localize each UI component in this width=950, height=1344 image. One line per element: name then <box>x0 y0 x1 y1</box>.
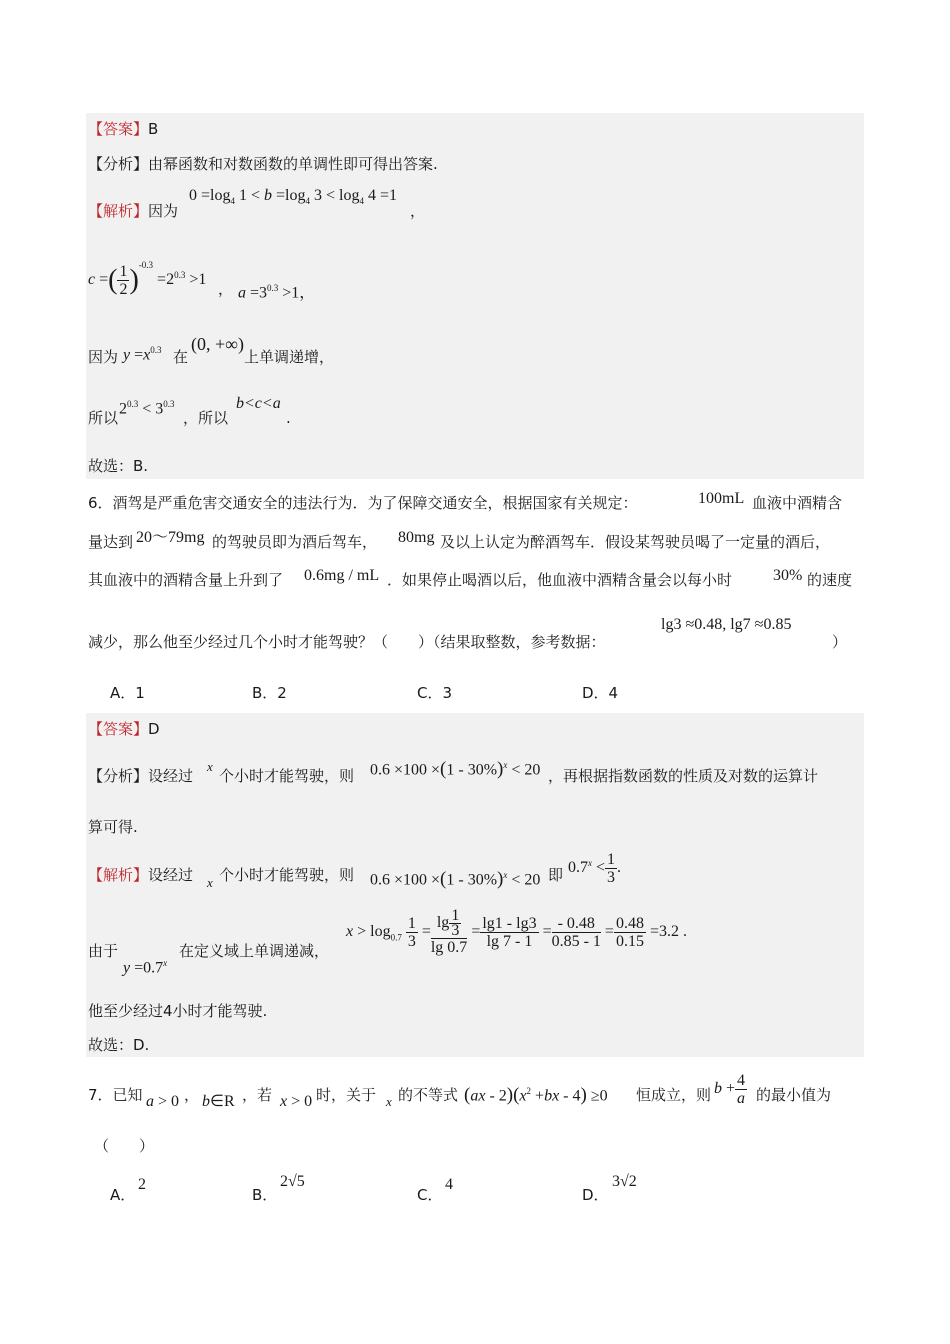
solution-tag: 【解析】 <box>88 866 149 884</box>
q6-option-d[interactable]: D．4 <box>582 684 619 702</box>
q6-stem-l2b: 20～79mg <box>136 529 205 546</box>
q5-sol-line3-post: 上单调递增， <box>244 348 335 366</box>
q6-stem-l3b: 0.6mg / mL <box>304 567 380 584</box>
q7-option-b-value: 2√5 <box>280 1173 305 1190</box>
q7-option-a-value: 2 <box>138 1176 146 1193</box>
q6-sol2-b: 在定义域上单调递减， <box>179 942 330 960</box>
q6-stem-l2c: 的驾驶员即为酒后驾车， <box>212 533 378 551</box>
q5-analysis: 由幂函数和对数函数的单调性即可得出答案. <box>148 155 438 173</box>
q6-option-a[interactable]: A．1 <box>110 684 145 702</box>
q5-solution-line1 <box>88 201 178 221</box>
q6-answer-line <box>88 719 160 739</box>
q7-l1g: 时，关于 <box>316 1086 377 1104</box>
q5-formula-b: $0 =\log_4$ $1 < b =\log_4$ $3 < \log_4 4 =1$ <box>189 187 397 207</box>
q5-sol-comma: ， <box>410 202 426 220</box>
q6-stem-l3a: 其血液中的酒精含量上升到了 <box>88 571 284 589</box>
q6-sol-a: 设经过 <box>148 866 194 884</box>
q5-analysis-line <box>88 154 438 174</box>
analysis-tag: 【分析】 <box>88 155 149 173</box>
q6-sol2-a: 由于 <box>88 942 119 960</box>
q7-option-d-label: D． <box>582 1186 609 1204</box>
q6-analysis-a: 设经过 <box>148 767 194 785</box>
q5-sol-line3 <box>88 347 118 367</box>
q6-sol-c: 即 <box>548 866 564 884</box>
q7-l1a: 7．已知 <box>88 1086 143 1104</box>
q7-l1e: ，若 <box>242 1086 273 1104</box>
q6-stem-line1 <box>88 493 638 513</box>
q6-analysis-c: ，再根据指数函数的性质及对数的运算计 <box>548 767 819 785</box>
q7-l1j: $(ax - 2)(x^2 +bx - 4) \ge 0$ <box>464 1084 608 1106</box>
q6-sol-formula2: $0.7^x$ < $\frac{1}{3}$ . <box>568 851 622 886</box>
q6-sol-x: x <box>207 875 213 890</box>
q6-sol2-fn: $y =0.7^x$ <box>123 958 168 977</box>
q7-l1i: 的不等式 <box>398 1086 459 1104</box>
q6-answer: D <box>148 720 160 738</box>
q6-analysis-x: x <box>207 759 213 774</box>
q5-sol-line3-pre: 因为 <box>88 348 119 366</box>
q6-stem-l1a: 6．酒驾是严重危害交通安全的违法行为．为了保障交通安全，根据国家有关规定： <box>88 494 638 512</box>
q5-power-fn: $y =x^{0.3}$ <box>123 345 162 364</box>
answer-tag: 【答案】 <box>88 120 149 138</box>
q6-stem-l2d: 80mg <box>398 529 435 546</box>
q7-l1l: b + $\frac{4}{a}$ <box>714 1072 746 1107</box>
q6-stem-l2e: 及以上认定为醉酒驾车．假设某驾驶员喝了一定量的酒后， <box>440 533 831 551</box>
q7-option-b[interactable] <box>252 1184 277 1205</box>
answer-tag: 【答案】 <box>88 720 149 738</box>
q5-answer-line <box>88 119 158 139</box>
q7-option-c-value: 4 <box>445 1176 453 1193</box>
q6-solution-box <box>86 713 864 1057</box>
q6-stem-l1c: 血液中酒精含 <box>752 494 843 512</box>
q7-option-a-label: A． <box>110 1186 136 1204</box>
q7-l1d: b∈R <box>202 1093 235 1110</box>
q7-l2: （ ） <box>94 1137 155 1155</box>
q5-dot: . <box>286 409 291 427</box>
q5-result: b<c<a <box>236 395 281 412</box>
q5-sep: ， <box>218 280 234 298</box>
q6-stem-l1b: 100mL <box>698 490 745 507</box>
q6-sol-line1 <box>88 865 193 885</box>
q6-option-b[interactable]: B．2 <box>252 684 287 702</box>
q7-option-c-label: C． <box>417 1186 443 1204</box>
q7-l1h: x <box>386 1094 392 1109</box>
q5-ineq: $2^{0.3} < 3^{0.3}$ <box>119 399 175 418</box>
q6-stem-l4c: ） <box>832 633 848 651</box>
q6-stem-l4b: lg3 ≈0.48, lg7 ≈0.85 <box>661 616 792 633</box>
q7-option-b-label: B． <box>252 1186 278 1204</box>
q5-formula-c: c =( $\frac{1}{2}$ )$^{-0.3} =2^{0.3} >1$ <box>88 259 207 298</box>
q6-sol3: 他至少经过4小时才能驾驶. <box>88 1002 268 1020</box>
q6-option-c[interactable]: C．3 <box>417 684 453 702</box>
q7-l1f: x > 0 <box>280 1093 313 1110</box>
q5-sol-line4-pre: 所以 <box>88 409 119 427</box>
q6-analysis-formula: 0.6 ×100 ×(1 - 30%)$^x$ < 20 <box>370 758 541 780</box>
q5-solution-box <box>86 113 864 479</box>
q5-choice: 故选：B. <box>88 457 149 475</box>
q5-formula-a: $a =3^{0.3} >1$， <box>238 283 316 302</box>
q7-l1m: 的最小值为 <box>756 1086 832 1104</box>
q6-sol2-formula: $x > \log_{0.7}$ $\frac{1}{3}$ = lg $\frac{1}{3}$ lg 0.7 = $\frac{\lg 1 - \lg 3}{\lg 7 - 1}$ = $\frac{- 0.48}{0.85 - 1}$ = $\frac{0.48}{0.15}$ =3.2 . <box>346 907 687 956</box>
q7-option-a[interactable] <box>110 1184 135 1205</box>
q7-option-c[interactable] <box>417 1184 442 1205</box>
q7-l1b: a > 0 <box>146 1093 180 1110</box>
q5-answer: B <box>148 120 159 138</box>
q6-analysis-l2: 算可得. <box>88 818 138 836</box>
q6-stem-l2a: 量达到 <box>88 533 134 551</box>
q6-sol-formula1: 0.6 ×100 ×(1 - 30%)$^x$ < 20 <box>370 868 541 890</box>
q6-stem-l3d: 30% <box>773 567 803 584</box>
q7-option-d[interactable] <box>582 1184 609 1205</box>
q7-option-d-value: 3√2 <box>612 1173 637 1190</box>
q7-l1k: 恒成立，则 <box>636 1086 712 1104</box>
q6-sol-b: 个小时才能驾驶，则 <box>219 866 355 884</box>
q6-analysis-line1 <box>88 766 193 786</box>
q5-interval: (0, +∞) <box>191 334 244 354</box>
q5-sol-line4-mid: ，所以 <box>183 409 229 427</box>
q6-analysis-b: 个小时才能驾驶，则 <box>219 767 355 785</box>
q6-choice: 故选：D. <box>88 1036 150 1054</box>
q7-l1c: ， <box>184 1086 200 1104</box>
q5-sol-because: 因为 <box>148 202 179 220</box>
solution-tag: 【解析】 <box>88 202 149 220</box>
q6-stem-l4a: 减少，那么他至少经过几个小时才能驾驶？（ ）（结果取整数，参考数据： <box>88 633 606 651</box>
q6-stem-l3e: 的速度 <box>807 571 853 589</box>
q5-sol-at: 在 <box>173 348 189 366</box>
q6-stem-l3c: ．如果停止喝酒以后，他血液中酒精含量会以每小时 <box>387 571 733 589</box>
analysis-tag: 【分析】 <box>88 767 149 785</box>
